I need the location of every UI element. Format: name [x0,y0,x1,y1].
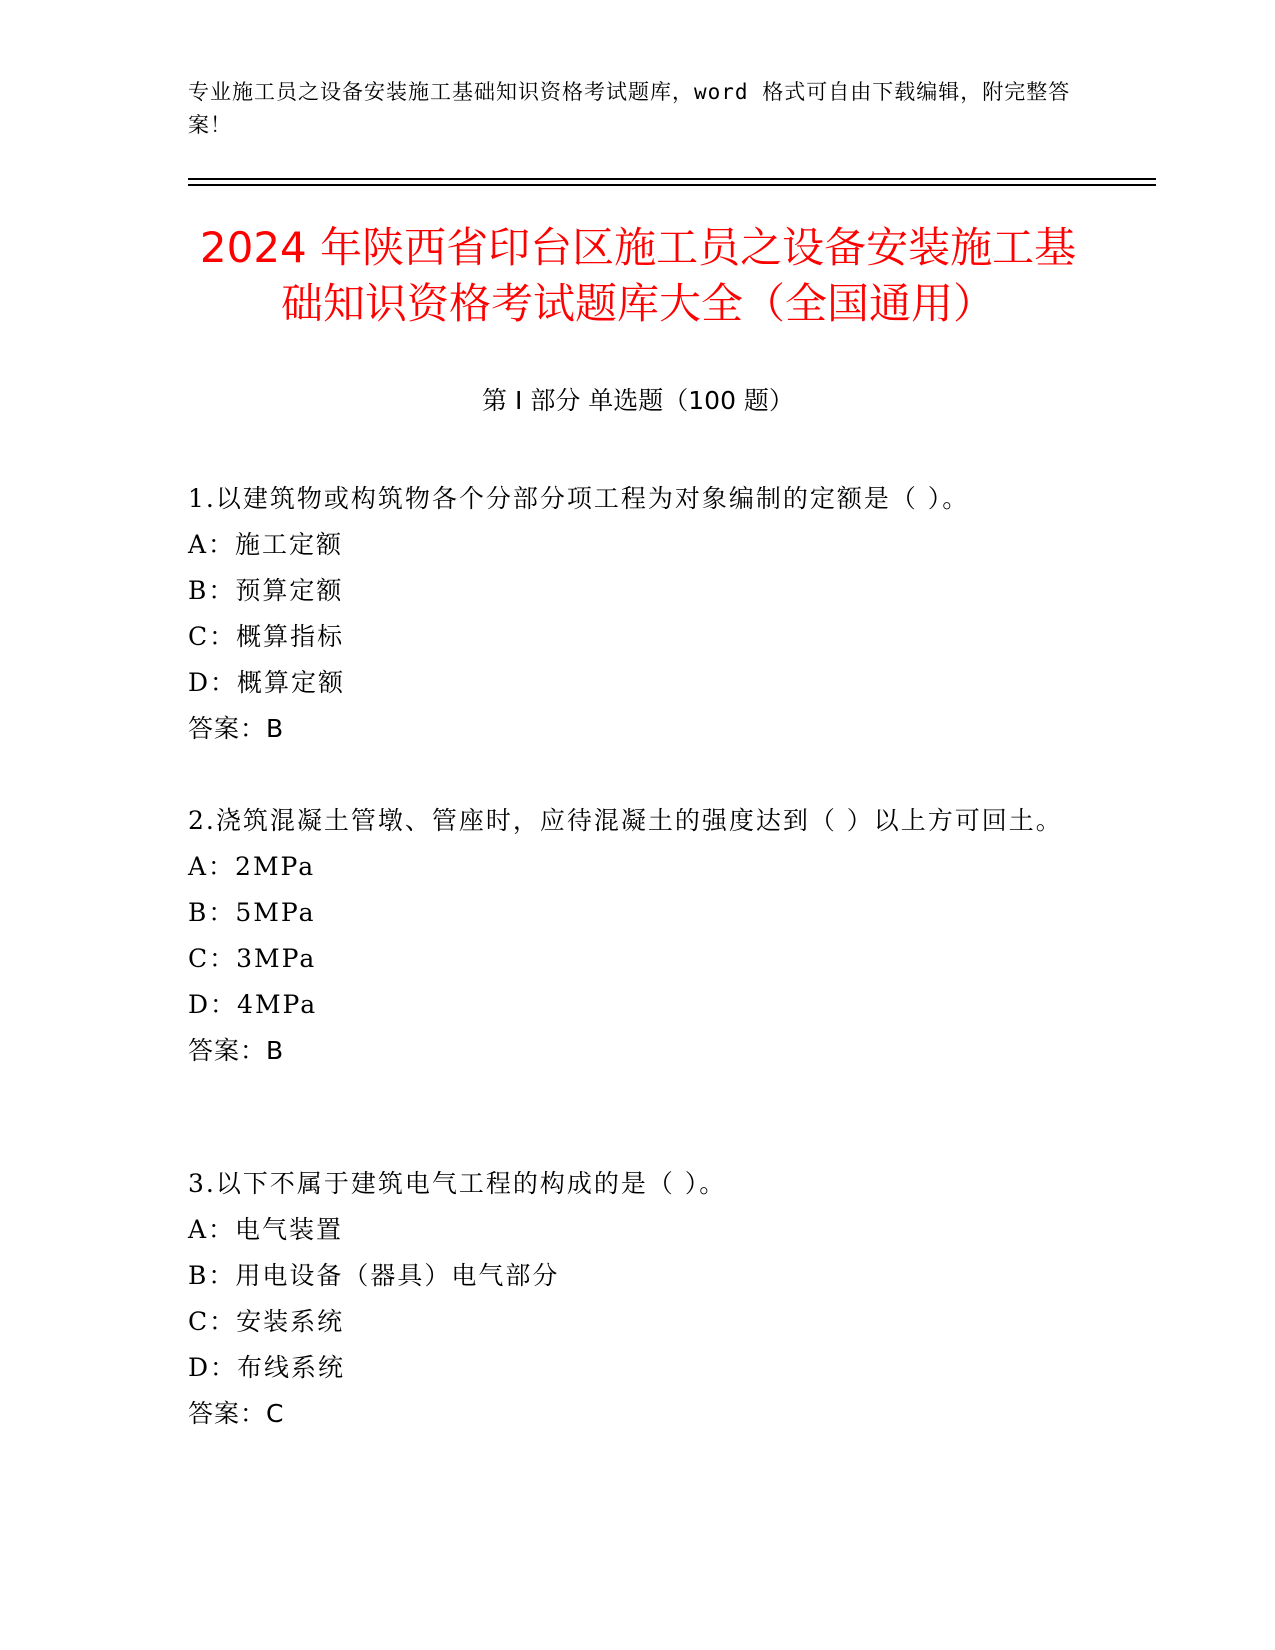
question-stem: 1.以建筑物或构筑物各个分部分项工程为对象编制的定额是（ ）。 [188,484,970,513]
question-3 [188,1161,1078,1437]
option-d: D：概算定额 [188,668,346,697]
question-stem: 2.浇筑混凝土管墩、管座时，应待混凝土的强度达到（ ）以上方可回土。 [188,806,1063,835]
answer: 答案：B [188,714,285,743]
header-divider-top [188,178,1156,180]
option-c: C：3MPa [188,944,317,973]
answer: 答案：B [188,1036,285,1065]
question-stem: 3.以下不属于建筑电气工程的构成的是（ ）。 [188,1169,727,1198]
answer: 答案：C [188,1399,285,1428]
question-2 [188,798,1078,1074]
option-c: C：概算指标 [188,622,345,651]
header-divider-bottom [188,184,1156,186]
section-title: 第 I 部分 单选题（100 题） [482,386,794,415]
option-d: D：4MPa [188,990,318,1019]
option-d: D：布线系统 [188,1353,346,1382]
option-a: A：2MPa [188,852,316,881]
option-a: A：施工定额 [188,530,344,559]
option-a: A：电气装置 [188,1215,344,1244]
header-note: 专业施工员之设备安装施工基础知识资格考试题库，word 格式可自由下载编辑，附完整答案！ [188,80,1071,137]
option-b: B：预算定额 [188,576,344,605]
option-c: C：安装系统 [188,1307,345,1336]
option-b: B：5MPa [188,898,316,927]
question-1 [188,476,1078,752]
document-title: 2024 年陕西省印台区施工员之设备安装施工基础知识资格考试题库大全（全国通用） [199,223,1077,328]
option-b: B：用电设备（器具）电气部分 [188,1261,560,1290]
